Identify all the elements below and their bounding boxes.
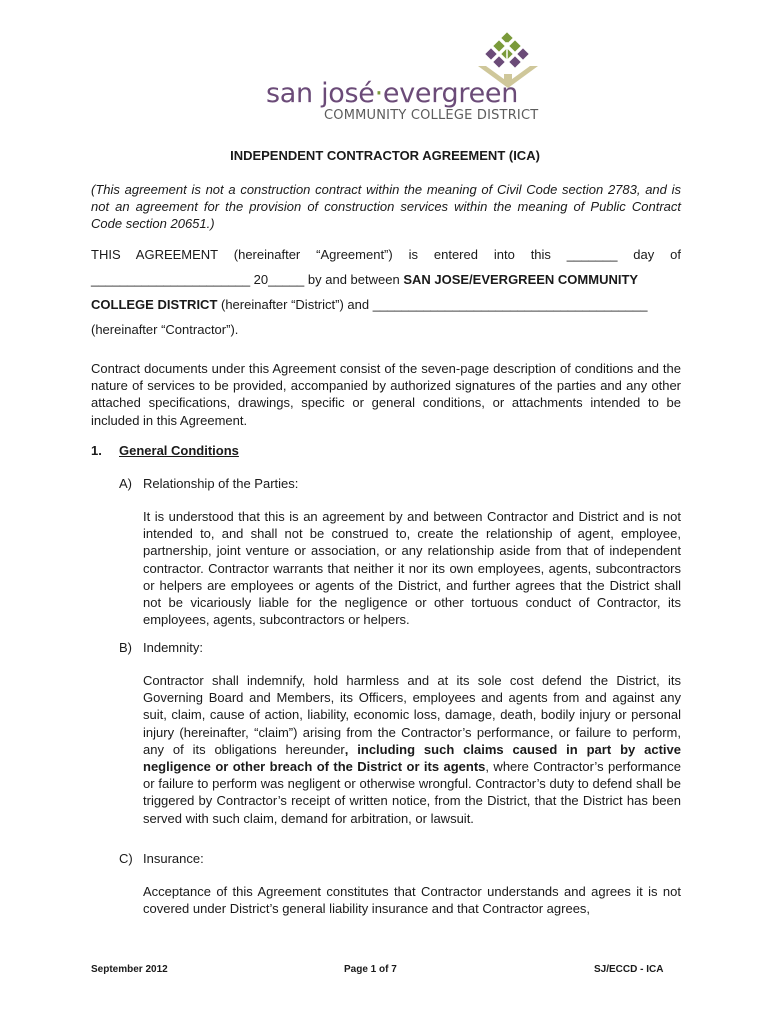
- district-logo: [258, 28, 548, 128]
- section-number: 1.: [91, 443, 102, 458]
- relationship-paragraph: It is understood that this is an agreement by and between Contractor and District and is not intended to, and shall not be construed to, create the relationship of agent, employee, partnership, joint venture or association, or any relationship aside from that of independent contractor. Contractor warrants that neither it nor its own employees, agents, subcontractors or helpers are employees or agents of the District, and further agrees that the District shall not be vicariously liable for the negligence or other tortuous conduct of Contractor, its employees, agents, subcontractors or helpers.: [143, 509, 681, 628]
- document-title: INDEPENDENT CONTRACTOR AGREEMENT (ICA): [230, 148, 540, 163]
- contract-documents-paragraph: Contract documents under this Agreement consist of the seven-page description of conditions and the nature of services to be provided, accompanied by authorized signatures of the parties and any other attached specifications, drawings, specific or general conditions, or attachments intended to be included in this Agreement.: [91, 361, 681, 428]
- footer-page-number: Page 1 of 7: [344, 964, 397, 975]
- disclaimer-paragraph: (This agreement is not a construction contract within the meaning of Civil Code section 2783, and is not an agreement for the provision of construction services within the meaning of Public Contract Code section 20651.): [91, 182, 681, 232]
- subsection-b-label: B) Indemnity:: [119, 640, 203, 655]
- subsection-a-label: A) Relationship of the Parties:: [119, 476, 299, 491]
- logo-wordmark: san josé·evergreen: [266, 78, 519, 109]
- opening-line-3: COLLEGE DISTRICT (hereinafter “District”) and ______________________________________: [91, 297, 648, 312]
- footer-document-code: SJ/ECCD - ICA: [594, 964, 664, 975]
- subsection-c-label: C) Insurance:: [119, 851, 204, 866]
- opening-line-2: ______________________ 20_____ by and between SAN JOSE/EVERGREEN COMMUNITY: [91, 272, 639, 287]
- logo-subtitle: COMMUNITY COLLEGE DISTRICT: [324, 108, 539, 123]
- section-heading: General Conditions: [119, 443, 239, 458]
- footer-date: September 2012: [91, 964, 168, 975]
- indemnity-paragraph: Contractor shall indemnify, hold harmless and at its sole cost defend the District, its Governing Board and Members, its Officers, employees and agents from and against any suit, claim, cause of action, liability, economic loss, damage, death, bodily injury or personal injury (hereinafter, “claim”) arising from the Contractor’s performance, or failure to perform, any of its obligations hereunder, including such claims caused in part by active negligence or other breach of the District or its agents, where Contractor’s performance or failure to perform was negligent or otherwise wrongful. Contractor’s duty to defend shall be triggered by Contractor’s receipt of written notice, from the District, that the District has been served with such claim, demand for arbitration, or lawsuit.: [143, 673, 681, 826]
- insurance-paragraph: Acceptance of this Agreement constitutes that Contractor understands and agrees it is not covered under District’s general liability insurance and that Contractor agrees,: [143, 884, 681, 917]
- opening-line-4: (hereinafter “Contractor”).: [91, 322, 239, 337]
- opening-line-1: THIS AGREEMENT (hereinafter “Agreement”) is entered into this _______ day of: [91, 247, 681, 262]
